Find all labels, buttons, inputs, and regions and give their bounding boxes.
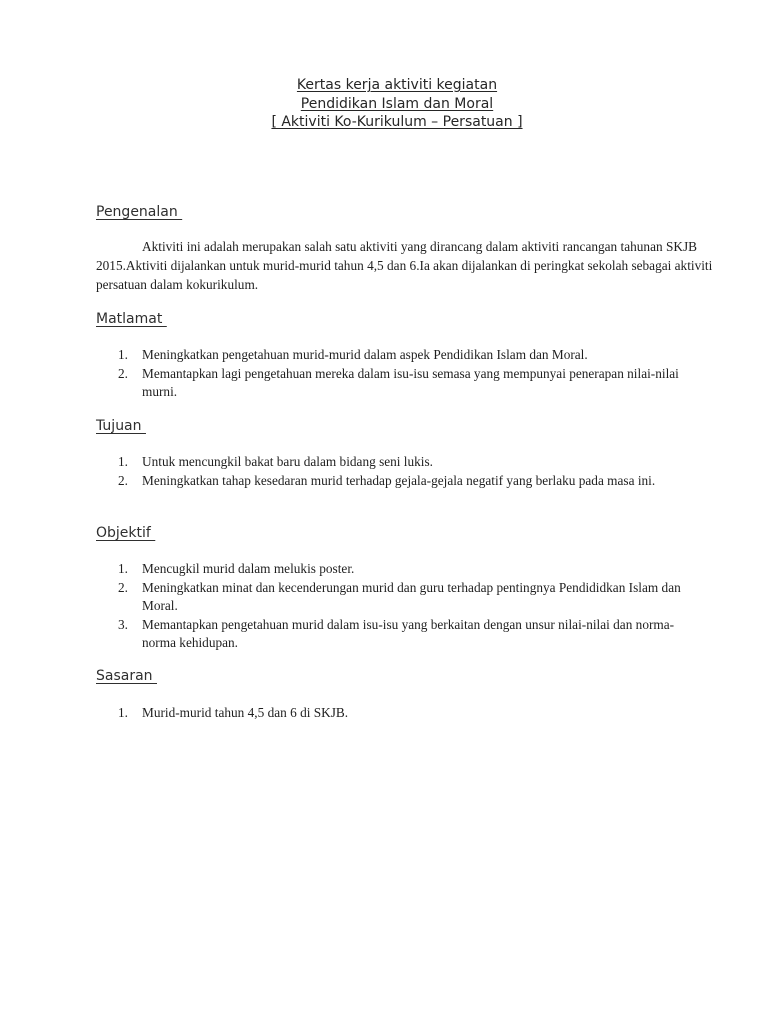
list-item-number: 2. bbox=[118, 579, 128, 595]
list-item-number: 3. bbox=[118, 616, 128, 632]
heading-pengenalan: Pengenalan bbox=[96, 204, 183, 220]
list-item bbox=[96, 472, 706, 491]
list-item-text: Memantapkan lagi pengetahuan mereka dalam isu-isu semasa yang mempunyai penerapan nilai-nilai murni. bbox=[142, 365, 679, 399]
title-line-3 bbox=[0, 113, 768, 132]
list-objektif bbox=[96, 560, 706, 653]
list-item-text: Memantapkan pengetahuan murid dalam isu-isu yang berkaitan dengan unsur nilai-nilai dan norma-norma kehidupan. bbox=[142, 616, 675, 650]
paragraph-pengenalan: Aktiviti ini adalah merupakan salah satu aktiviti yang dirancang dalam aktiviti rancangan tahunan SKJB 2015.Aktiviti dijalankan untuk murid-murid tahun 4,5 dan 6.Ia akan dijalankan di peringkat sekolah sebagai aktiviti persatuan dalam kokurikulum. bbox=[96, 239, 713, 292]
list-item-number: 1. bbox=[118, 454, 128, 469]
heading-objektif: Objektif bbox=[96, 525, 156, 541]
list-tujuan bbox=[96, 453, 706, 490]
list-item bbox=[96, 579, 706, 616]
list-item-text: Murid-murid tahun 4,5 dan 6 di SKJB. bbox=[142, 705, 349, 720]
title-line-1-text: Kertas kerja aktiviti kegiatan bbox=[296, 77, 498, 93]
list-item bbox=[96, 560, 706, 579]
title-line-2-text: Pendidikan Islam dan Moral bbox=[300, 95, 494, 112]
list-item-text: Meningkatkan tahap kesedaran murid terhadap gejala-gejala negatif yang berlaku pada masa ini. bbox=[142, 472, 656, 488]
list-item-number: 1. bbox=[118, 347, 128, 362]
list-item bbox=[96, 346, 706, 365]
heading-sasaran: Sasaran bbox=[96, 668, 157, 684]
heading-matlamat: Matlamat bbox=[96, 311, 167, 327]
list-item bbox=[96, 453, 706, 472]
list-item-text: Untuk mencungkil bakat baru dalam bidang seni lukis. bbox=[142, 454, 433, 469]
list-item-text: Meningkatkan minat dan kecenderungan murid dan guru terhadap pentingnya Pendididkan Islam dan Moral. bbox=[142, 579, 681, 613]
title-line-3-text: [ Aktiviti Ko-Kurikulum – Persatuan ] bbox=[271, 114, 523, 130]
heading-tujuan: Tujuan bbox=[96, 418, 146, 434]
list-item-number: 2. bbox=[118, 365, 128, 381]
title-line-2 bbox=[0, 95, 768, 114]
list-item bbox=[96, 704, 706, 723]
list-item-text: Meningkatkan pengetahuan murid-murid dalam aspek Pendidikan Islam dan Moral. bbox=[142, 347, 588, 362]
list-item bbox=[96, 365, 706, 402]
list-item-text: Mencugkil murid dalam melukis poster. bbox=[142, 561, 355, 576]
title-line-1 bbox=[0, 76, 768, 95]
list-item-number: 1. bbox=[118, 561, 128, 576]
list-matlamat bbox=[96, 346, 706, 402]
document-title bbox=[0, 76, 768, 132]
list-item-number: 2. bbox=[118, 472, 128, 488]
list-item bbox=[96, 616, 706, 653]
list-item-number: 1. bbox=[118, 705, 128, 720]
list-sasaran bbox=[96, 704, 706, 723]
